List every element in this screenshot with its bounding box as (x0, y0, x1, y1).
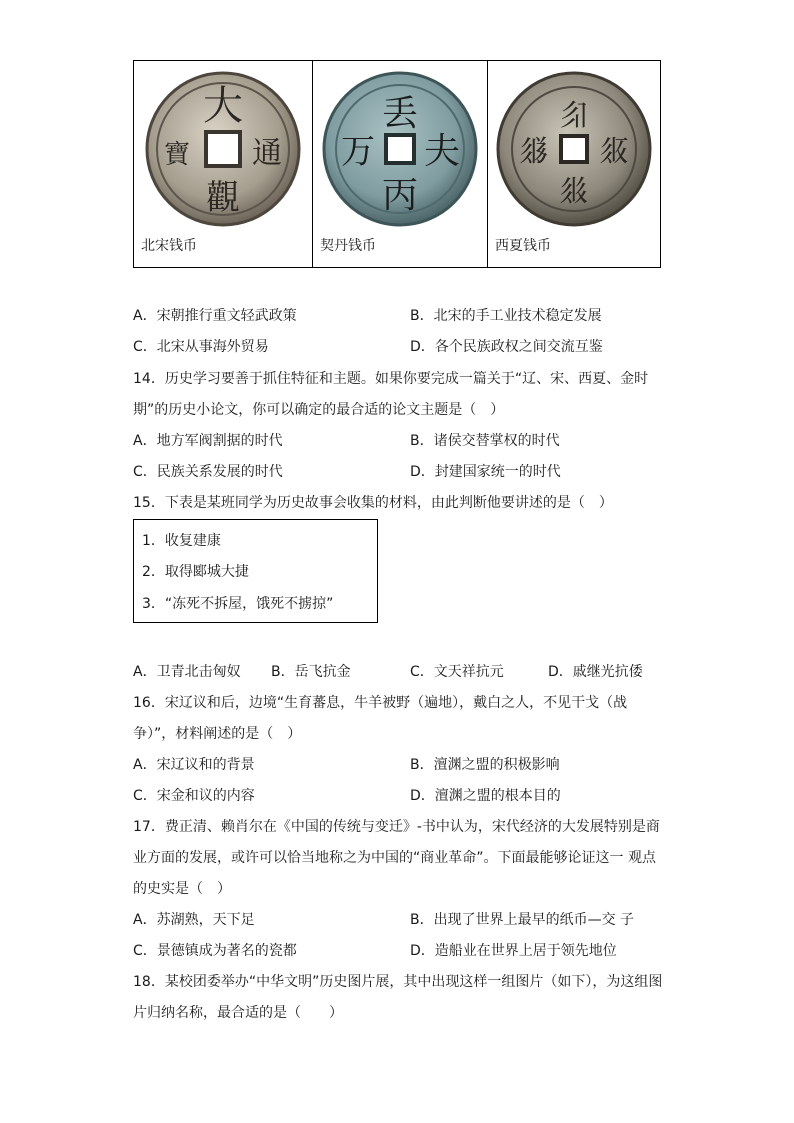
coin-cell-western-xia (487, 61, 660, 267)
q14-option-a[interactable]: A．地方军阀割据的时代 (133, 433, 283, 449)
coin-label-khitan: 契丹钱币 (320, 238, 376, 254)
coin-cell-khitan (312, 61, 487, 267)
svg-text:𗼉: 𗼉 (519, 134, 549, 169)
q14-option-b[interactable]: B．诸侯交替掌权的时代 (410, 433, 560, 449)
q16-stem-line-1: 16．宋辽议和后，边境“生育蕃息，牛羊被野（遍地），戴白之人，不见干戈（战 (133, 695, 628, 711)
western-xia-coin-image (494, 69, 654, 229)
q14-option-c[interactable]: C．民族关系发展的时代 (133, 464, 283, 480)
svg-text:𗼈: 𗼈 (559, 174, 589, 209)
svg-text:𗼃: 𗼃 (559, 98, 589, 133)
q15-material-item: 1．收复建康 (142, 533, 221, 549)
q14-stem-line-1: 14．历史学习要善于抓住特征和主题。如果你要完成一篇关于“辽、宋、西夏、金时 (133, 371, 649, 387)
coin-label-western-xia: 西夏钱币 (495, 238, 551, 254)
q15-option-b[interactable]: B．岳飞抗金 (271, 664, 351, 680)
q13-option-c[interactable]: C．北宋从事海外贸易 (133, 339, 269, 355)
khitan-coin-image (320, 69, 480, 229)
q17-option-d[interactable]: D．造船业在世界上居于领先地位 (410, 943, 617, 959)
q15-option-c[interactable]: C．文天祥抗元 (410, 664, 504, 680)
coin-label-northern-song: 北宋钱币 (141, 238, 197, 254)
q18-stem-line-1: 18．某校团委举办“中华文明”历史图片展，其中出现这样一组图片（如下），为这组图 (133, 974, 663, 990)
q17-stem-line-1: 17．费正清、赖肖尔在《中国的传统与变迁》-书中认为，宋代经济的大发展特别是商 (133, 819, 660, 835)
q15-option-a[interactable]: A．卫青北击匈奴 (133, 664, 241, 680)
svg-text:通: 通 (252, 136, 282, 171)
q18-stem-line-2: 片归纳名称，最合适的是（ ） (133, 1005, 343, 1021)
coin-cell-northern-song (134, 61, 312, 267)
q13-option-d[interactable]: D．各个民族政权之间交流互鉴 (410, 339, 603, 355)
svg-text:觀: 觀 (206, 178, 240, 218)
q15-material-item: 2．取得郾城大捷 (142, 564, 249, 580)
q14-option-d[interactable]: D．封建国家统一的时代 (410, 464, 561, 480)
coin-image-table (133, 60, 661, 268)
q13-option-b[interactable]: B．北宋的手工业技术稳定发展 (410, 308, 602, 324)
svg-text:万: 万 (341, 132, 375, 172)
q14-stem-line-2: 期”的历史小论文，你可以确定的最合适的论文主题是（ ） (133, 402, 505, 418)
q16-option-a[interactable]: A．宋辽议和的背景 (133, 757, 255, 773)
svg-text:寶: 寶 (163, 140, 191, 170)
q17-option-b[interactable]: B．出现了世界上最早的纸币—交 子 (410, 912, 635, 928)
q17-stem-line-3: 的史实是（ ） (133, 881, 231, 897)
q17-stem-line-2: 业方面的发展，或许可以恰当地称之为中国的“商业革命”。下面最能够论证这一 观点 (133, 850, 656, 866)
svg-text:𗼇: 𗼇 (599, 134, 629, 169)
q15-material-table (133, 519, 378, 623)
svg-text:丢: 丢 (381, 93, 419, 134)
q17-option-c[interactable]: C．景德镇成为著名的瓷都 (133, 943, 297, 959)
q16-stem-line-2: 争）”，材料阐述的是（ ） (133, 726, 302, 742)
svg-text:夫: 夫 (423, 131, 461, 172)
q13-option-a[interactable]: A．宋朝推行重文轻武政策 (133, 308, 297, 324)
q16-option-c[interactable]: C．宋金和议的内容 (133, 788, 255, 804)
svg-text:丙: 丙 (381, 175, 419, 216)
q16-option-d[interactable]: D．澶渊之盟的根本目的 (410, 788, 561, 804)
northern-song-coin-image (143, 69, 303, 229)
q15-option-d[interactable]: D．戚继光抗倭 (548, 664, 643, 680)
q15-material-item: 3．“冻死不拆屋，饿死不掳掠” (142, 596, 334, 612)
q17-option-a[interactable]: A．苏湖熟，天下足 (133, 912, 255, 928)
svg-text:大: 大 (203, 83, 243, 129)
q15-stem: 15．下表是某班同学为历史故事会收集的材料，由此判断他要讲述的是（ ） (133, 495, 613, 511)
q16-option-b[interactable]: B．澶渊之盟的积极影响 (410, 757, 560, 773)
